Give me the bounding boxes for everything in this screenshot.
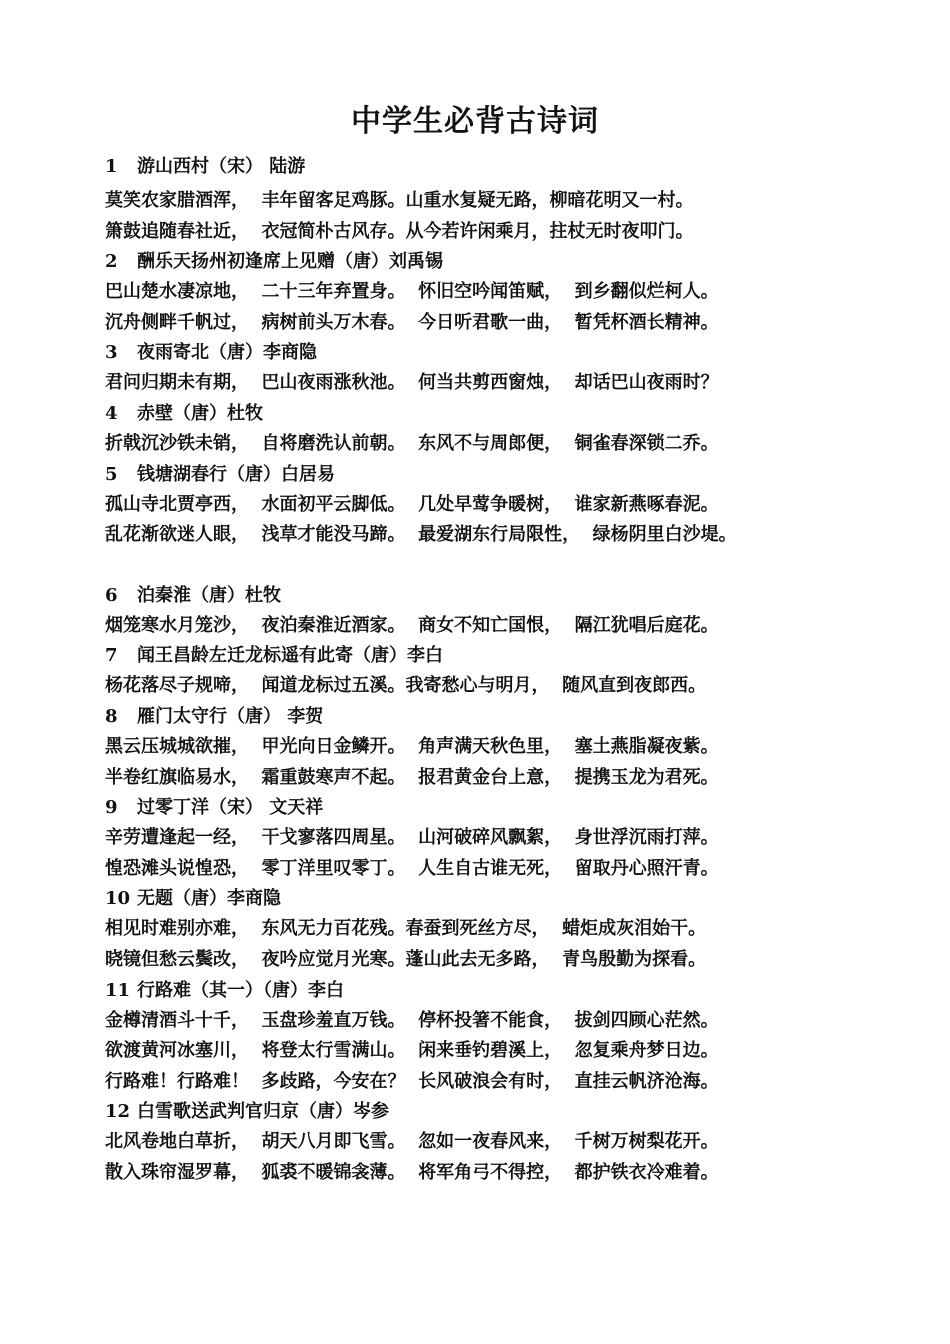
poem-number: 11 xyxy=(105,979,131,1001)
poem-title: 夜雨寄北（唐）李商隐 xyxy=(137,342,317,364)
poem-title: 赤壁（唐）杜牧 xyxy=(137,402,263,424)
poem-heading xyxy=(105,581,895,611)
poem-line: 北风卷地白草折， 胡天八月即飞雪。 忽如一夜春风来， 千树万树梨花开。 xyxy=(105,1131,719,1153)
poem-number: 12 xyxy=(105,1101,131,1123)
poem-line: 欲渡黄河冰塞川， 将登太行雪满山。 闲来垂钓碧溪上， 忽复乘舟梦日边。 xyxy=(105,1040,719,1062)
poem-line: 惶恐滩头说惶恐， 零丁洋里叹零丁。 人生自古谁无死， 留取丹心照汗青。 xyxy=(105,857,719,879)
poem-heading xyxy=(105,793,895,823)
poem-title: 过零丁洋（宋） 文天祥 xyxy=(137,797,324,819)
poem-title: 无题（唐）李商隐 xyxy=(137,888,281,910)
page-title: 中学生必背古诗词 xyxy=(351,104,599,139)
poem-title: 泊秦淮（唐）杜牧 xyxy=(137,584,281,606)
poem-number: 2 xyxy=(105,251,118,273)
poem-heading xyxy=(105,976,895,1006)
poem-title: 白雪歌送武判官归京（唐）岑参 xyxy=(137,1101,389,1123)
poem-number: 8 xyxy=(105,705,118,727)
poem-heading xyxy=(105,247,895,277)
poem-line: 相见时难别亦难， 东风无力百花残。春蚕到死丝方尽， 蜡炬成灰泪始干。 xyxy=(105,918,707,940)
poem-line: 巴山楚水凄凉地， 二十三年弃置身。 怀旧空吟闻笛赋， 到乡翻似烂柯人。 xyxy=(105,281,719,303)
poem-heading xyxy=(105,1097,895,1127)
poem-line: 散入珠帘湿罗幕， 狐裘不暖锦衾薄。 将军角弓不得控， 都护铁衣冷难着。 xyxy=(105,1161,719,1183)
poem-number: 5 xyxy=(105,463,118,485)
poem-heading xyxy=(105,702,895,732)
poem-line: 行路难！行路难！ 多歧路，今安在？ 长风破浪会有时， 直挂云帆济沧海。 xyxy=(105,1070,719,1092)
poem-line: 沉舟侧畔千帆过， 病树前头万木春。 今日听君歌一曲， 暂凭杯酒长精神。 xyxy=(105,311,719,333)
poem-heading xyxy=(105,641,895,671)
poem-title: 酬乐天扬州初逢席上见赠（唐）刘禹锡 xyxy=(137,251,443,273)
poem-line: 乱花渐欲迷人眼， 浅草才能没马蹄。 最爱湖东行局限性， 绿杨阴里白沙堤。 xyxy=(105,524,737,546)
poem-line: 黑云压城城欲摧， 甲光向日金鳞开。 角声满天秋色里， 塞土燕脂凝夜紫。 xyxy=(105,735,719,757)
poem-number: 3 xyxy=(105,342,118,364)
poem-heading xyxy=(105,884,895,914)
poem-number: 7 xyxy=(105,645,118,667)
poem-title: 雁门太守行（唐） 李贺 xyxy=(137,705,324,727)
poem-line: 孤山寺北贾亭西， 水面初平云脚低。 几处早莺争暖树， 谁家新燕啄春泥。 xyxy=(105,493,719,515)
poem-line: 烟笼寒水月笼沙， 夜泊秦淮近酒家。 商女不知亡国恨， 隔江犹唱后庭花。 xyxy=(105,614,719,636)
poem-number: 4 xyxy=(105,402,118,424)
poem-line: 折戟沉沙铁未销， 自将磨洗认前朝。 东风不与周郎便， 铜雀春深锁二乔。 xyxy=(105,432,719,454)
blank-line xyxy=(105,551,895,581)
poem-line: 晓镜但愁云鬓改， 夜吟应觉月光寒。蓬山此去无多路， 青鸟殷勤为探看。 xyxy=(105,948,707,970)
poem-title: 闻王昌龄左迁龙标遥有此寄（唐）李白 xyxy=(137,645,443,667)
poem-line: 金樽清酒斗十千， 玉盘珍羞直万钱。 停杯投箸不能食， 拔剑四顾心茫然。 xyxy=(105,1009,719,1031)
poem-number: 6 xyxy=(105,584,118,606)
poem-heading xyxy=(105,399,895,429)
poem-line: 辛劳遭逢起一经， 干戈寥落四周星。 山河破碎风飘絮， 身世浮沉雨打萍。 xyxy=(105,827,719,849)
poem-title: 游山西村（宋） 陆游 xyxy=(137,156,306,177)
poem-heading xyxy=(105,460,895,490)
poem-line: 杨花落尽子规啼， 闻道龙标过五溪。我寄愁心与明月， 随风直到夜郎西。 xyxy=(105,675,707,697)
poem-heading xyxy=(105,152,895,182)
poem-line: 君问归期未有期， 巴山夜雨涨秋池。 何当共剪西窗烛， 却话巴山夜雨时？ xyxy=(105,372,719,394)
poem-number: 1 xyxy=(105,156,118,177)
poem-title: 钱塘湖春行（唐）白居易 xyxy=(137,463,335,485)
poem-line: 莫笑农家腊酒浑， 丰年留客足鸡豚。山重水复疑无路，柳暗花明又一村。 xyxy=(105,190,694,211)
poem-line: 半卷红旗临易水， 霜重鼓寒声不起。 报君黄金台上意， 提携玉龙为君死。 xyxy=(105,766,719,788)
poem-title: 行路难（其一）（唐）李白 xyxy=(137,979,344,1001)
poem-heading xyxy=(105,338,895,368)
poem-line: 箫鼓追随春社近， 衣冠简朴古风存。从今若许闲乘月，拄杖无时夜叩门。 xyxy=(105,220,694,242)
poem-number: 9 xyxy=(105,797,118,819)
poem-list xyxy=(105,152,895,1188)
poem-number: 10 xyxy=(105,888,131,910)
